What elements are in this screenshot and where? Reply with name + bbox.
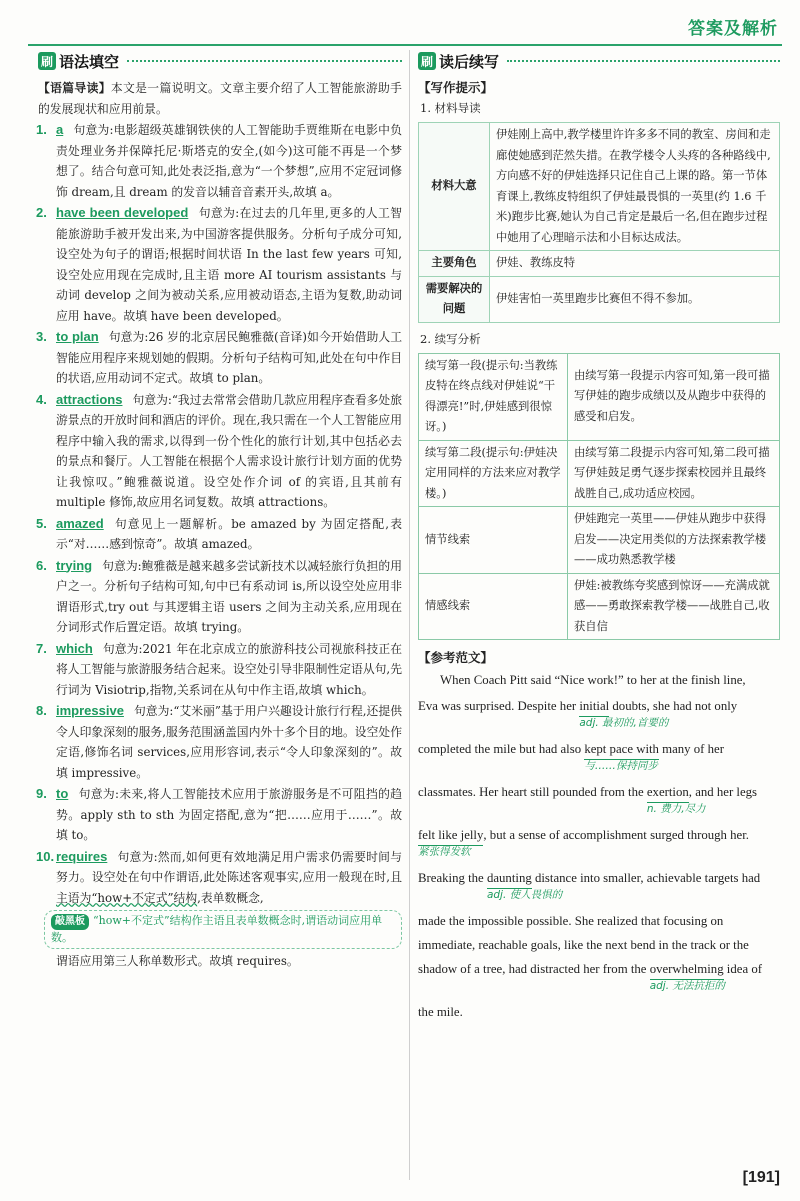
- answer-item: [38, 390, 402, 513]
- essay-line: [418, 959, 780, 1002]
- table-key: 主要角色: [419, 251, 490, 277]
- table-value: 由续写第一段提示内容可知,第一段可描写伊娃的跑步成绩以及从跑步中获得的感受和启发。: [568, 353, 780, 440]
- essay-line: When Coach Pitt said “Nice work!” to her at the finish line,: [440, 673, 746, 687]
- answer-item: [38, 327, 402, 389]
- item-answer: requires: [56, 848, 108, 864]
- section-title: 语法填空: [59, 52, 120, 71]
- grammar-fill-section: [38, 50, 402, 972]
- vocab-note: adj. 最初的,首要的: [579, 717, 669, 729]
- essay-text: Breaking the: [418, 871, 487, 885]
- dotted-rule: [507, 60, 780, 62]
- item-answer: to plan: [56, 329, 99, 344]
- vocab-gloss: [486, 868, 563, 901]
- intro-paragraph: [38, 78, 402, 119]
- essay-line: [418, 868, 780, 911]
- header-rule: [28, 44, 782, 46]
- essay-line: the mile.: [418, 1005, 463, 1019]
- vocab-gloss: [649, 959, 725, 992]
- section-badge-icon: 刷: [418, 52, 436, 70]
- item-answer: trying: [56, 557, 93, 573]
- item-explanation: 句意见上一题解析。be amazed by 为固定搭配,表示“对……感到惊奇”。故填 amazed。: [56, 516, 402, 551]
- vocab-gloss: [579, 696, 669, 729]
- table-value: 伊娃、教练皮特: [490, 251, 780, 277]
- item-number: 8.: [36, 703, 47, 718]
- vocab-note: adj. 使人畏惧的: [486, 889, 563, 901]
- table-value: 伊娃害怕一英里跑步比赛但不得不参加。: [490, 276, 780, 322]
- vocab-gloss: [418, 825, 484, 858]
- item-explanation: 句意为:然而,如何更有效地满足用户需求仍需要时间与努力。设空处在句中作谓语,此处陈述客观事实,应用一般现在时,且: [56, 849, 402, 884]
- vocab-note: 紧张得发软: [418, 846, 471, 858]
- item-number: 1.: [36, 122, 47, 137]
- continuation-writing-section: [418, 50, 780, 1024]
- header-title: 答案及解析: [688, 19, 778, 38]
- table-row: [419, 507, 780, 574]
- item-answer: impressive: [56, 703, 124, 718]
- item-answer: amazed: [56, 515, 104, 531]
- item-explanation: 句意为:鲍雅薇是越来越多尝试新技术以减轻旅行负担的用户之一。分析句子结构可知,句中已有系动词 is,所以设空处应用非谓语形式,try out 与其逻辑主语 users 之间为主动关系,应用现在分词形式作后置定语。故填 trying。: [56, 558, 402, 634]
- essay-line: [418, 739, 780, 782]
- table-row: [419, 251, 780, 277]
- item-number: 3.: [36, 329, 47, 344]
- vocab-note: adj. 无法抗拒的: [649, 980, 725, 992]
- table-key: 续写第一段(提示句:当教练皮特在终点线对伊娃说“干得漂亮!”时,伊娃感到很惊讶。): [419, 353, 568, 440]
- vocab-gloss: [646, 782, 706, 815]
- material-guide-heading: 1. 材料导读: [420, 101, 481, 115]
- item-explanation-cont: ,表单数概念,: [197, 890, 264, 905]
- item-explanation: 句意为:2021 年在北京成立的旅游科技公司视旅科技正在将人工智能与旅游服务结合起来。设空处引导非限制性定语从句,先行词为 Visiotrip,指物,关系词在从句中作主语,故填 which。: [56, 641, 402, 697]
- essay-text: shadow of a tree, had distracted her from the: [418, 962, 650, 976]
- analysis-table: [418, 353, 780, 641]
- vocab-word: initial: [579, 699, 610, 713]
- item-number: 9.: [36, 786, 47, 801]
- essay-text: , and her legs: [688, 785, 758, 799]
- item-explanation: 句意为:“艾米丽”基于用户兴趣设计旅行行程,还提供令人印象深刻的服务,服务范围涵盖国内外十多个目的地。设空处作定语,修饰名词 services,应用形容词,表示“令人印象深刻的”。故填 impressive。: [56, 704, 402, 780]
- table-row: [419, 276, 780, 322]
- essay-text: distance into smaller, achievable targets had: [531, 871, 761, 885]
- item-explanation: 句意为:电影超级英雄钢铁侠的人工智能助手贾维斯在电影中负责处理业务并保障托尼·斯塔克的安全,(如今)这可能不再是一个梦想了。结合句意可知,此处表泛指,意为“一个梦想”,应用不定冠词修饰 dream,且 dream 的发音以辅音音素开头,故填 a。: [56, 123, 402, 199]
- sample-essay: [418, 670, 780, 1024]
- essay-text: many of her: [658, 742, 724, 756]
- answer-item: [38, 120, 402, 202]
- essay-text: , but a sense of accomplishment surged through her.: [483, 828, 749, 842]
- essay-text: completed the mile but had also: [418, 742, 585, 756]
- column-divider: [409, 50, 410, 1180]
- essay-line: [418, 825, 780, 868]
- section-header: [418, 50, 780, 72]
- essay-line: [418, 696, 780, 739]
- table-value: 由续写第二段提示内容可知,第二段可描写伊娃鼓足勇气逐步探索校园并且最终战胜自己,成功适应校园。: [568, 440, 780, 507]
- sample-essay-label: 【参考范文】: [418, 650, 494, 665]
- essay-line: made the impossible possible. She realized that focusing on: [418, 914, 724, 928]
- key-note-text: “how+不定式”结构作主语且表单数概念时,谓语动词应用单数。: [51, 914, 383, 944]
- table-row: [419, 573, 780, 640]
- item-answer: a: [56, 122, 64, 137]
- writing-tip-label: 【写作提示】: [418, 80, 494, 95]
- vocab-word: felt like jelly: [418, 828, 484, 842]
- table-row: [419, 123, 780, 251]
- item-explanation-end: [38, 951, 402, 972]
- answer-item: [38, 701, 402, 783]
- table-key: 续写第二段(提示句:伊娃决定用同样的方法来应对教学楼。): [419, 440, 568, 507]
- dotted-rule: [127, 60, 402, 62]
- section-header: [38, 50, 402, 72]
- vocab-gloss: [584, 739, 659, 772]
- item-explanation: 句意为:未来,将人工智能技术应用于旅游服务是不可阻挡的趋势。apply sth to sth 为固定搭配,意为“把……应用于……”。故填 to。: [56, 787, 402, 842]
- item-answer: have been developed: [56, 205, 189, 220]
- item-number: 5.: [36, 515, 47, 531]
- vocab-note: 与……保持同步: [584, 760, 658, 772]
- item-answer: which: [56, 640, 93, 656]
- table-row: [419, 440, 780, 507]
- answer-item: [38, 514, 402, 555]
- page-number: [191]: [742, 1169, 780, 1186]
- table-value: 伊娃:被教练夸奖感到惊讶——充满成就感——勇敢探索教学楼——战胜自己,收获自信: [568, 573, 780, 640]
- section-title: 读后续写: [439, 52, 500, 71]
- key-note-badge: 敲黑板: [51, 914, 89, 930]
- essay-text: Eva was surprised. Despite her: [418, 699, 580, 713]
- item-number: 10.: [36, 848, 55, 864]
- vocab-word: overwhelming: [649, 962, 724, 976]
- essay-text: classmates. Her heart still pounded from the: [418, 785, 647, 799]
- intro-label: 【语篇导读】: [38, 81, 111, 95]
- answer-item: [38, 639, 402, 701]
- key-note-box: [44, 910, 402, 949]
- essay-line: immediate, reachable goals, like the next bend in the track or the: [418, 938, 749, 952]
- table-row: [419, 353, 780, 440]
- essay-line: [418, 782, 780, 825]
- answer-item: [38, 556, 402, 638]
- vocab-word: daunting: [486, 871, 532, 885]
- item-explanation: 句意为:26 岁的北京居民鲍雅薇(音译)如今开始借助人工智能应用程序来规划她的假期。分析句子结构可知,此处在句中作目的状语,应用动词不定式。故填 to plan。: [56, 330, 402, 385]
- item-number: 6.: [36, 557, 47, 573]
- vocab-note: n. 费力,尽力: [646, 803, 706, 815]
- essay-text: idea of: [723, 962, 762, 976]
- table-key: 材料大意: [419, 123, 490, 251]
- answer-item: [38, 203, 402, 326]
- item-emphasis: 主语为“how+不定式”结构: [56, 890, 198, 905]
- answer-item: [38, 847, 402, 909]
- section-badge-icon: 刷: [38, 52, 56, 70]
- material-table: [418, 122, 780, 323]
- item-explanation-end-text: 谓语应用第三人称单数形式。故填 requires。: [56, 954, 299, 968]
- table-value: 伊娃刚上高中,教学楼里许许多多不同的教室、房间和走廊使她感到茫然失措。在教学楼令人头疼的各种路线中,方向感不好的伊娃选择只记住自己上课的路。第一节体育课上,教练皮特组织了伊娃最畏惧的一英里(约 1.6 千米)跑步比赛,她认为自己肯定是最后一名,但在跑步过程中她用了心理暗示法和小目标达成法。: [490, 123, 780, 251]
- intro-text: 本文是一篇说明文。文章主要介绍了人工智能旅游助手的发展现状和应用前景。: [38, 81, 402, 116]
- table-key: 情感线索: [419, 573, 568, 640]
- item-explanation: 句意为:在过去的几年里,更多的人工智能旅游助手被开发出来,为中国游客提供服务。分析句子成分可知,设空处为句子的谓语;根据时间状语 In the last few years 可知,设空处应用现在完成时,且主语 more AI tourism assistants 与动词 develop 之间为被动关系,应用被动语态,主语为复数,助动词应用 have。故填 have been developed。: [56, 206, 402, 323]
- answer-item: [38, 784, 402, 846]
- item-number: 4.: [36, 391, 47, 407]
- vocab-word: kept pace with: [584, 742, 659, 756]
- item-answer: to: [56, 786, 69, 801]
- table-key: 情节线索: [419, 507, 568, 574]
- table-value: 伊娃跑完一英里——伊娃从跑步中获得启发——决定用类似的方法探索教学楼——成功熟悉教学楼: [568, 507, 780, 574]
- item-number: 2.: [36, 205, 47, 220]
- vocab-word: exertion: [646, 785, 689, 799]
- analysis-heading: 2. 续写分析: [420, 331, 481, 346]
- table-key: 需要解决的问题: [419, 276, 490, 322]
- item-answer: attractions: [56, 391, 123, 407]
- item-number: 7.: [36, 640, 47, 656]
- essay-text: doubts, she had not only: [609, 699, 738, 713]
- item-explanation: 句意为:“我过去常常会借助几款应用程序查看多处旅游景点的开放时间和酒店的评价。现在,我只需在一个人工智能应用程序中输入我的需求,以得到一份个性化的旅行计划,其中包括必去的景点和餐厅。人工智能在根据个人需求设计旅行计划方面的优势让我惊叹。”鲍雅薇说道。设空处作介词 of 的宾语,且其前有 multiple 修饰,故应用名词复数。故填 attractions。: [56, 392, 403, 509]
